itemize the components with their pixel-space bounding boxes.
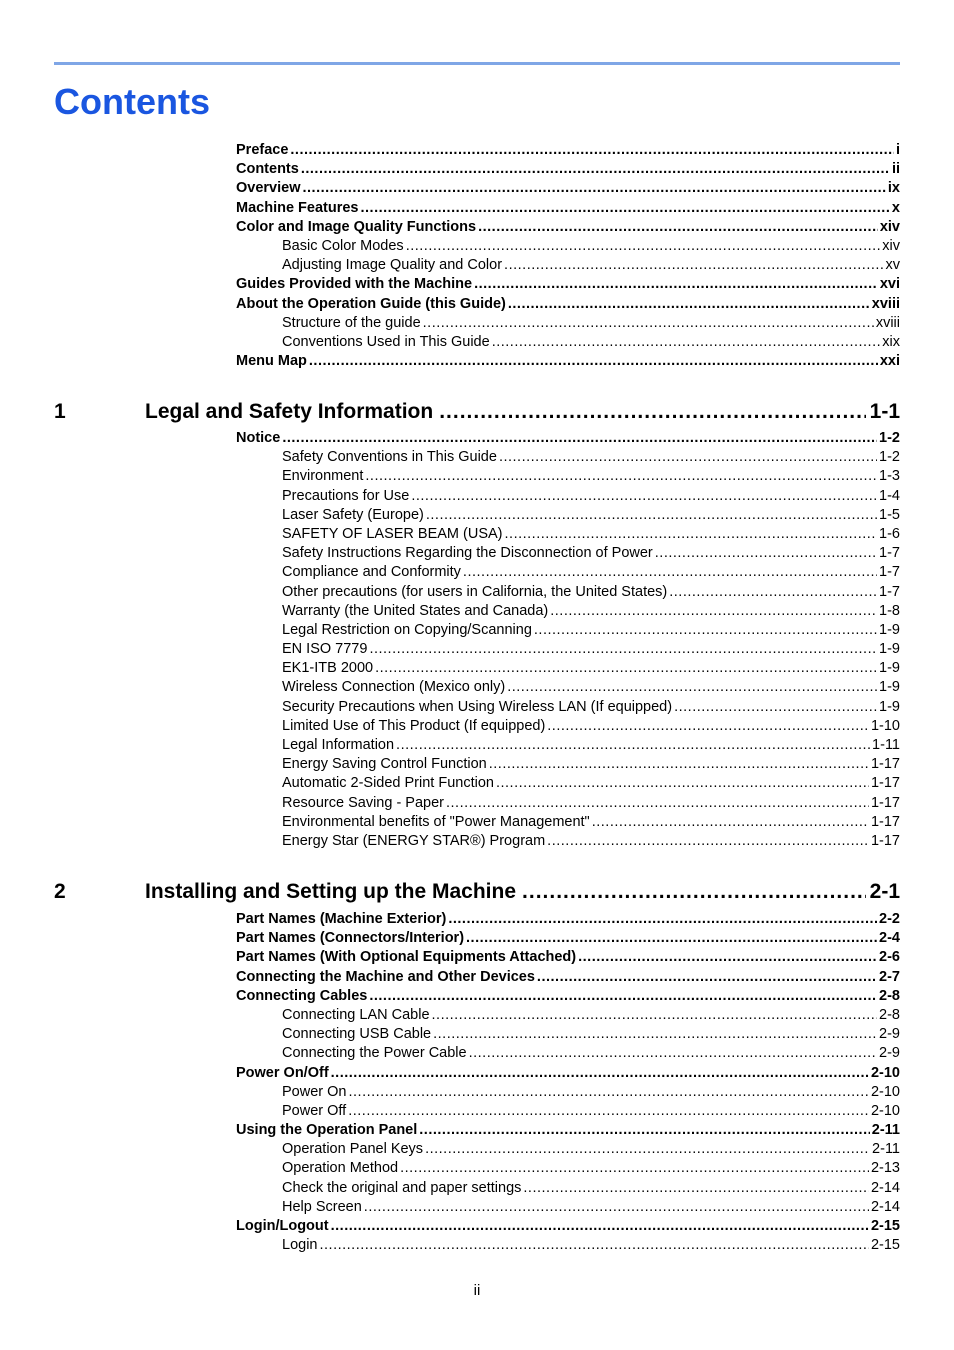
toc-entry-page: 1-3 [879,468,900,485]
toc-entry-title: Energy Saving Control Function [282,756,487,773]
toc-entry[interactable] [236,506,900,525]
toc-entry[interactable] [236,1025,900,1044]
toc-front-matter [236,141,900,371]
toc-entry[interactable] [236,1006,900,1025]
leader-dots [400,1159,869,1178]
toc-entry-title: Guides Provided with the Machine [236,276,473,293]
leader-dots [439,398,865,426]
toc-entry-page: 2-10 [870,1064,900,1081]
toc-entry-page: 2-14 [870,1198,900,1215]
toc-entry[interactable] [236,199,900,218]
toc-entry[interactable] [236,1236,900,1255]
leader-dots [411,487,877,506]
toc-entry-page: 1-17 [870,756,900,773]
toc-entry-title: SAFETY OF LASER BEAM (USA) [282,525,503,542]
toc-entry-title: Login [282,1237,318,1254]
toc-entry[interactable] [236,813,900,832]
toc-entry-title: Power On/Off [236,1064,329,1081]
toc-entry-page: xv [885,257,900,274]
toc-entry-title: Safety Instructions Regarding the Disconnection of Power [282,545,653,562]
chapter-page: 2-1 [869,880,900,903]
toc-entry-page: 1-9 [879,621,900,638]
toc-entry-page: 2-10 [870,1083,900,1100]
toc-entry[interactable] [236,698,900,717]
leader-dots [331,1064,869,1083]
toc-entry[interactable] [236,352,900,371]
toc-entry-page: 2-10 [870,1102,900,1119]
toc-entry[interactable] [236,275,900,294]
toc-entry-title: Precautions for Use [282,487,410,504]
toc-entry[interactable] [236,583,900,602]
toc-entry-page: xviii [875,314,900,331]
toc-entry[interactable] [236,717,900,736]
toc-entry[interactable] [236,525,900,544]
toc-entry-page: 1-9 [879,641,900,658]
toc-entry-title: Legal Restriction on Copying/Scanning [282,621,532,638]
toc-entry-page: 1-7 [879,583,900,600]
leader-dots [375,659,877,678]
toc-entry-title: Check the original and paper settings [282,1179,522,1196]
toc-entry-title: Operation Panel Keys [282,1141,424,1158]
leader-dots [547,832,869,851]
toc-entry-page: 2-13 [870,1160,900,1177]
toc-entry-page: xviii [871,295,900,312]
toc-entry-page: 1-17 [870,775,900,792]
leader-dots [369,987,877,1006]
leader-dots [406,237,881,256]
toc-entry-title: Structure of the guide [282,314,421,331]
toc-entry[interactable] [236,929,900,948]
toc-entry-title: Power On [282,1083,347,1100]
toc-entry-title: Color and Image Quality Functions [236,218,477,235]
toc-entry-title: Machine Features [236,199,359,216]
toc-entry-title: Environmental benefits of "Power Management" [282,813,590,830]
toc-entry[interactable] [236,1198,900,1217]
toc-entry[interactable] [236,948,900,967]
toc-entry-title: Login/Logout [236,1218,329,1234]
toc-entry[interactable] [236,1083,900,1102]
toc-entry-title: Connecting Cables [236,987,368,1004]
chapter-number: 1 [54,400,66,423]
toc-entry-page: 1-9 [879,679,900,696]
toc-entry[interactable] [236,1064,900,1083]
leader-dots [331,1217,869,1236]
toc-entry-title: Adjusting Image Quality and Color [282,257,503,274]
toc-entry-page: 2-6 [879,949,900,966]
leader-dots [348,1083,868,1102]
leader-dots [655,544,877,563]
toc-entry-page: 1-11 [872,737,900,753]
toc-entry-page: 2-8 [879,987,900,1004]
leader-dots [448,910,877,929]
toc-entry-page: xix [882,333,900,350]
toc-entry-page: 1-8 [879,602,900,619]
toc-entry-page: 1-7 [879,564,900,581]
leader-dots [592,813,869,832]
leader-dots [361,199,890,218]
page-number: ii [473,1282,481,1299]
toc-entry[interactable] [236,987,900,1006]
toc-entry[interactable] [236,755,900,774]
leader-dots [508,295,870,314]
toc-entry-page: 1-9 [879,660,900,677]
toc-entry[interactable] [236,832,900,851]
toc-entry-page: xiv [882,237,900,254]
leader-dots [466,929,877,948]
toc-entry-title: Connecting the Machine and Other Devices [236,968,535,985]
toc-entry[interactable] [236,487,900,506]
leader-dots [426,506,877,525]
toc-entry-page: 1-17 [870,813,900,830]
toc-entry[interactable] [236,602,900,621]
toc-entry-page: 1-4 [879,487,900,504]
leader-dots [669,583,877,602]
leader-dots [537,968,877,987]
leader-dots [496,774,869,793]
toc-entry-page: 1-7 [879,545,900,562]
leader-dots [499,448,877,467]
toc-entry-page: 2-9 [879,1045,900,1062]
chapter-number: 2 [54,880,66,903]
toc-entry-title: Conventions Used in This Guide [282,333,490,350]
toc-entry[interactable] [236,621,900,640]
leader-dots [423,314,874,333]
toc-entry-title: Part Names (Connectors/Interior) [236,930,465,947]
toc-entry[interactable] [236,794,900,813]
toc-entry-title: Power Off [282,1102,347,1119]
chapter-title: Installing and Setting up the Machine [145,880,517,903]
toc-entry-page: i [895,142,900,158]
toc-entry-title: Part Names (Machine Exterior) [236,911,447,927]
toc-entry-title: Environment [282,468,364,485]
leader-dots [290,141,894,160]
toc-entry-page: 2-15 [870,1237,900,1254]
leader-dots [365,467,877,486]
toc-entry-title: Legal Information [282,737,395,753]
leader-dots [578,948,877,967]
leader-dots [547,717,869,736]
toc-entry-title: Wireless Connection (Mexico only) [282,679,506,696]
toc-entry-title: Compliance and Conformity [282,564,461,581]
chapter-title: Legal and Safety Information [145,400,434,423]
leader-dots [507,678,877,697]
leader-dots [348,1102,869,1121]
toc-entry-page: 1-17 [870,794,900,811]
toc-entry[interactable] [236,256,900,275]
toc-entry-title: Resource Saving - Paper [282,794,444,811]
toc-entry-page: xxi [879,353,900,370]
toc-entry-page: 2-11 [871,1122,900,1139]
toc-entry-page: 2-2 [879,911,900,927]
leader-dots [492,333,881,352]
toc-entry-title: Contents [236,161,299,178]
chapter-heading[interactable] [54,878,900,906]
toc-entry-page: 2-7 [879,968,900,985]
header-rule [54,62,900,65]
chapter-heading[interactable] [54,398,900,426]
leader-dots [478,218,878,237]
toc-entry[interactable] [236,640,900,659]
toc-entry-title: Security Precautions when Using Wireless LAN (If equipped) [282,698,673,715]
toc-entry-page: 2-9 [879,1026,900,1043]
toc-entry-title: Warranty (the United States and Canada) [282,602,549,619]
toc-entry-page: x [891,199,900,216]
toc-entry-title: Other precautions (for users in California, the United States) [282,583,668,600]
leader-dots [425,1140,870,1159]
toc-entry-title: EN ISO 7779 [282,641,368,658]
toc-entry[interactable] [236,160,900,179]
toc-entry[interactable] [236,1217,900,1236]
toc-entry-page: xiv [879,218,900,235]
toc-entry-title: Basic Color Modes [282,237,404,254]
toc-entry-title: Operation Method [282,1160,399,1177]
leader-dots [474,275,878,294]
toc-entry[interactable] [236,333,900,352]
toc-entry-page: xvi [879,276,900,293]
toc-entry-title: Laser Safety (Europe) [282,506,424,523]
leader-dots [446,794,869,813]
toc-entry-title: Automatic 2-Sided Print Function [282,775,494,792]
toc-entry-title: Part Names (With Optional Equipments Attached) [236,949,577,966]
leader-dots [550,602,877,621]
leader-dots [303,179,886,198]
toc-entry[interactable] [236,295,900,314]
toc-entry-title: Limited Use of This Product (If equipped) [282,717,546,734]
toc-entry[interactable] [236,448,900,467]
leader-dots [282,429,877,448]
toc-entry-page: 1-2 [879,430,900,446]
toc-entry-page: 2-14 [870,1179,900,1196]
toc-entry-page: 2-11 [872,1141,900,1158]
leader-dots [396,736,870,755]
toc-entry-title: Using the Operation Panel [236,1122,418,1139]
toc-entry[interactable] [236,1044,900,1063]
toc-entry[interactable] [236,179,900,198]
toc-entry[interactable] [236,544,900,563]
toc-entry-title: Overview [236,180,301,197]
leader-dots [505,525,878,544]
toc-entry-title: Preface [236,142,289,158]
leader-dots [522,878,866,906]
toc-entry-page: 1-5 [879,506,900,523]
toc-entry[interactable] [236,1179,900,1198]
toc-entry[interactable] [236,429,900,448]
leader-dots [489,755,869,774]
leader-dots [319,1236,868,1255]
page-title: Contents [54,81,210,122]
toc-entry[interactable] [236,314,900,333]
toc-entry-page: 1-6 [879,525,900,542]
toc-entry[interactable] [236,467,900,486]
leader-dots [469,1044,877,1063]
toc-entry-page: ii [891,161,900,178]
toc-entry-page: 1-2 [879,449,900,466]
leader-dots [463,563,877,582]
leader-dots [419,1121,869,1140]
toc-entry-title: Connecting LAN Cable [282,1006,430,1023]
toc-entry-title: Energy Star (ENERGY STAR®) Program [282,832,546,849]
leader-dots [309,352,878,371]
toc-entry[interactable] [236,1121,900,1140]
toc-entry[interactable] [236,736,900,755]
toc-entry-title: Connecting the Power Cable [282,1045,467,1062]
toc-entry[interactable] [236,1102,900,1121]
toc-entry[interactable] [236,1159,900,1178]
toc-entry-page: 2-15 [870,1218,900,1234]
toc-entry[interactable] [236,141,900,160]
toc-entry[interactable] [236,563,900,582]
toc-entry-page: 1-17 [870,832,900,849]
toc-entry[interactable] [236,678,900,697]
toc-entry-title: Connecting USB Cable [282,1026,432,1043]
toc-entry[interactable] [236,237,900,256]
toc-chapter-1-entries [236,429,900,851]
toc-entry-title: Menu Map [236,353,307,370]
leader-dots [523,1179,869,1198]
toc-entry-page: 1-10 [870,717,900,734]
toc-entry[interactable] [236,1140,900,1159]
toc-entry-page: 2-8 [879,1006,900,1023]
toc-entry-title: Safety Conventions in This Guide [282,449,497,466]
chapter-page: 1-1 [869,400,900,423]
toc-chapter-2-entries [236,910,900,1255]
leader-dots [369,640,877,659]
toc-entry-title: EK1-ITB 2000 [282,660,374,677]
toc-entry-title: Help Screen [282,1198,362,1215]
toc-entry[interactable] [236,659,900,678]
toc-entry[interactable] [236,968,900,987]
leader-dots [364,1198,869,1217]
leader-dots [504,256,883,275]
toc-entry-page: 2-4 [879,930,900,947]
toc-entry-page: ix [887,180,900,197]
toc-entry[interactable] [236,774,900,793]
toc-entry[interactable] [236,910,900,929]
toc-entry-title: About the Operation Guide (this Guide) [236,295,506,312]
leader-dots [534,621,877,640]
leader-dots [433,1025,877,1044]
leader-dots [301,160,890,179]
toc-entry-page: 1-9 [879,698,900,715]
leader-dots [432,1006,878,1025]
toc-entry-title: Notice [236,430,281,446]
toc-entry[interactable] [236,218,900,237]
leader-dots [674,698,877,717]
